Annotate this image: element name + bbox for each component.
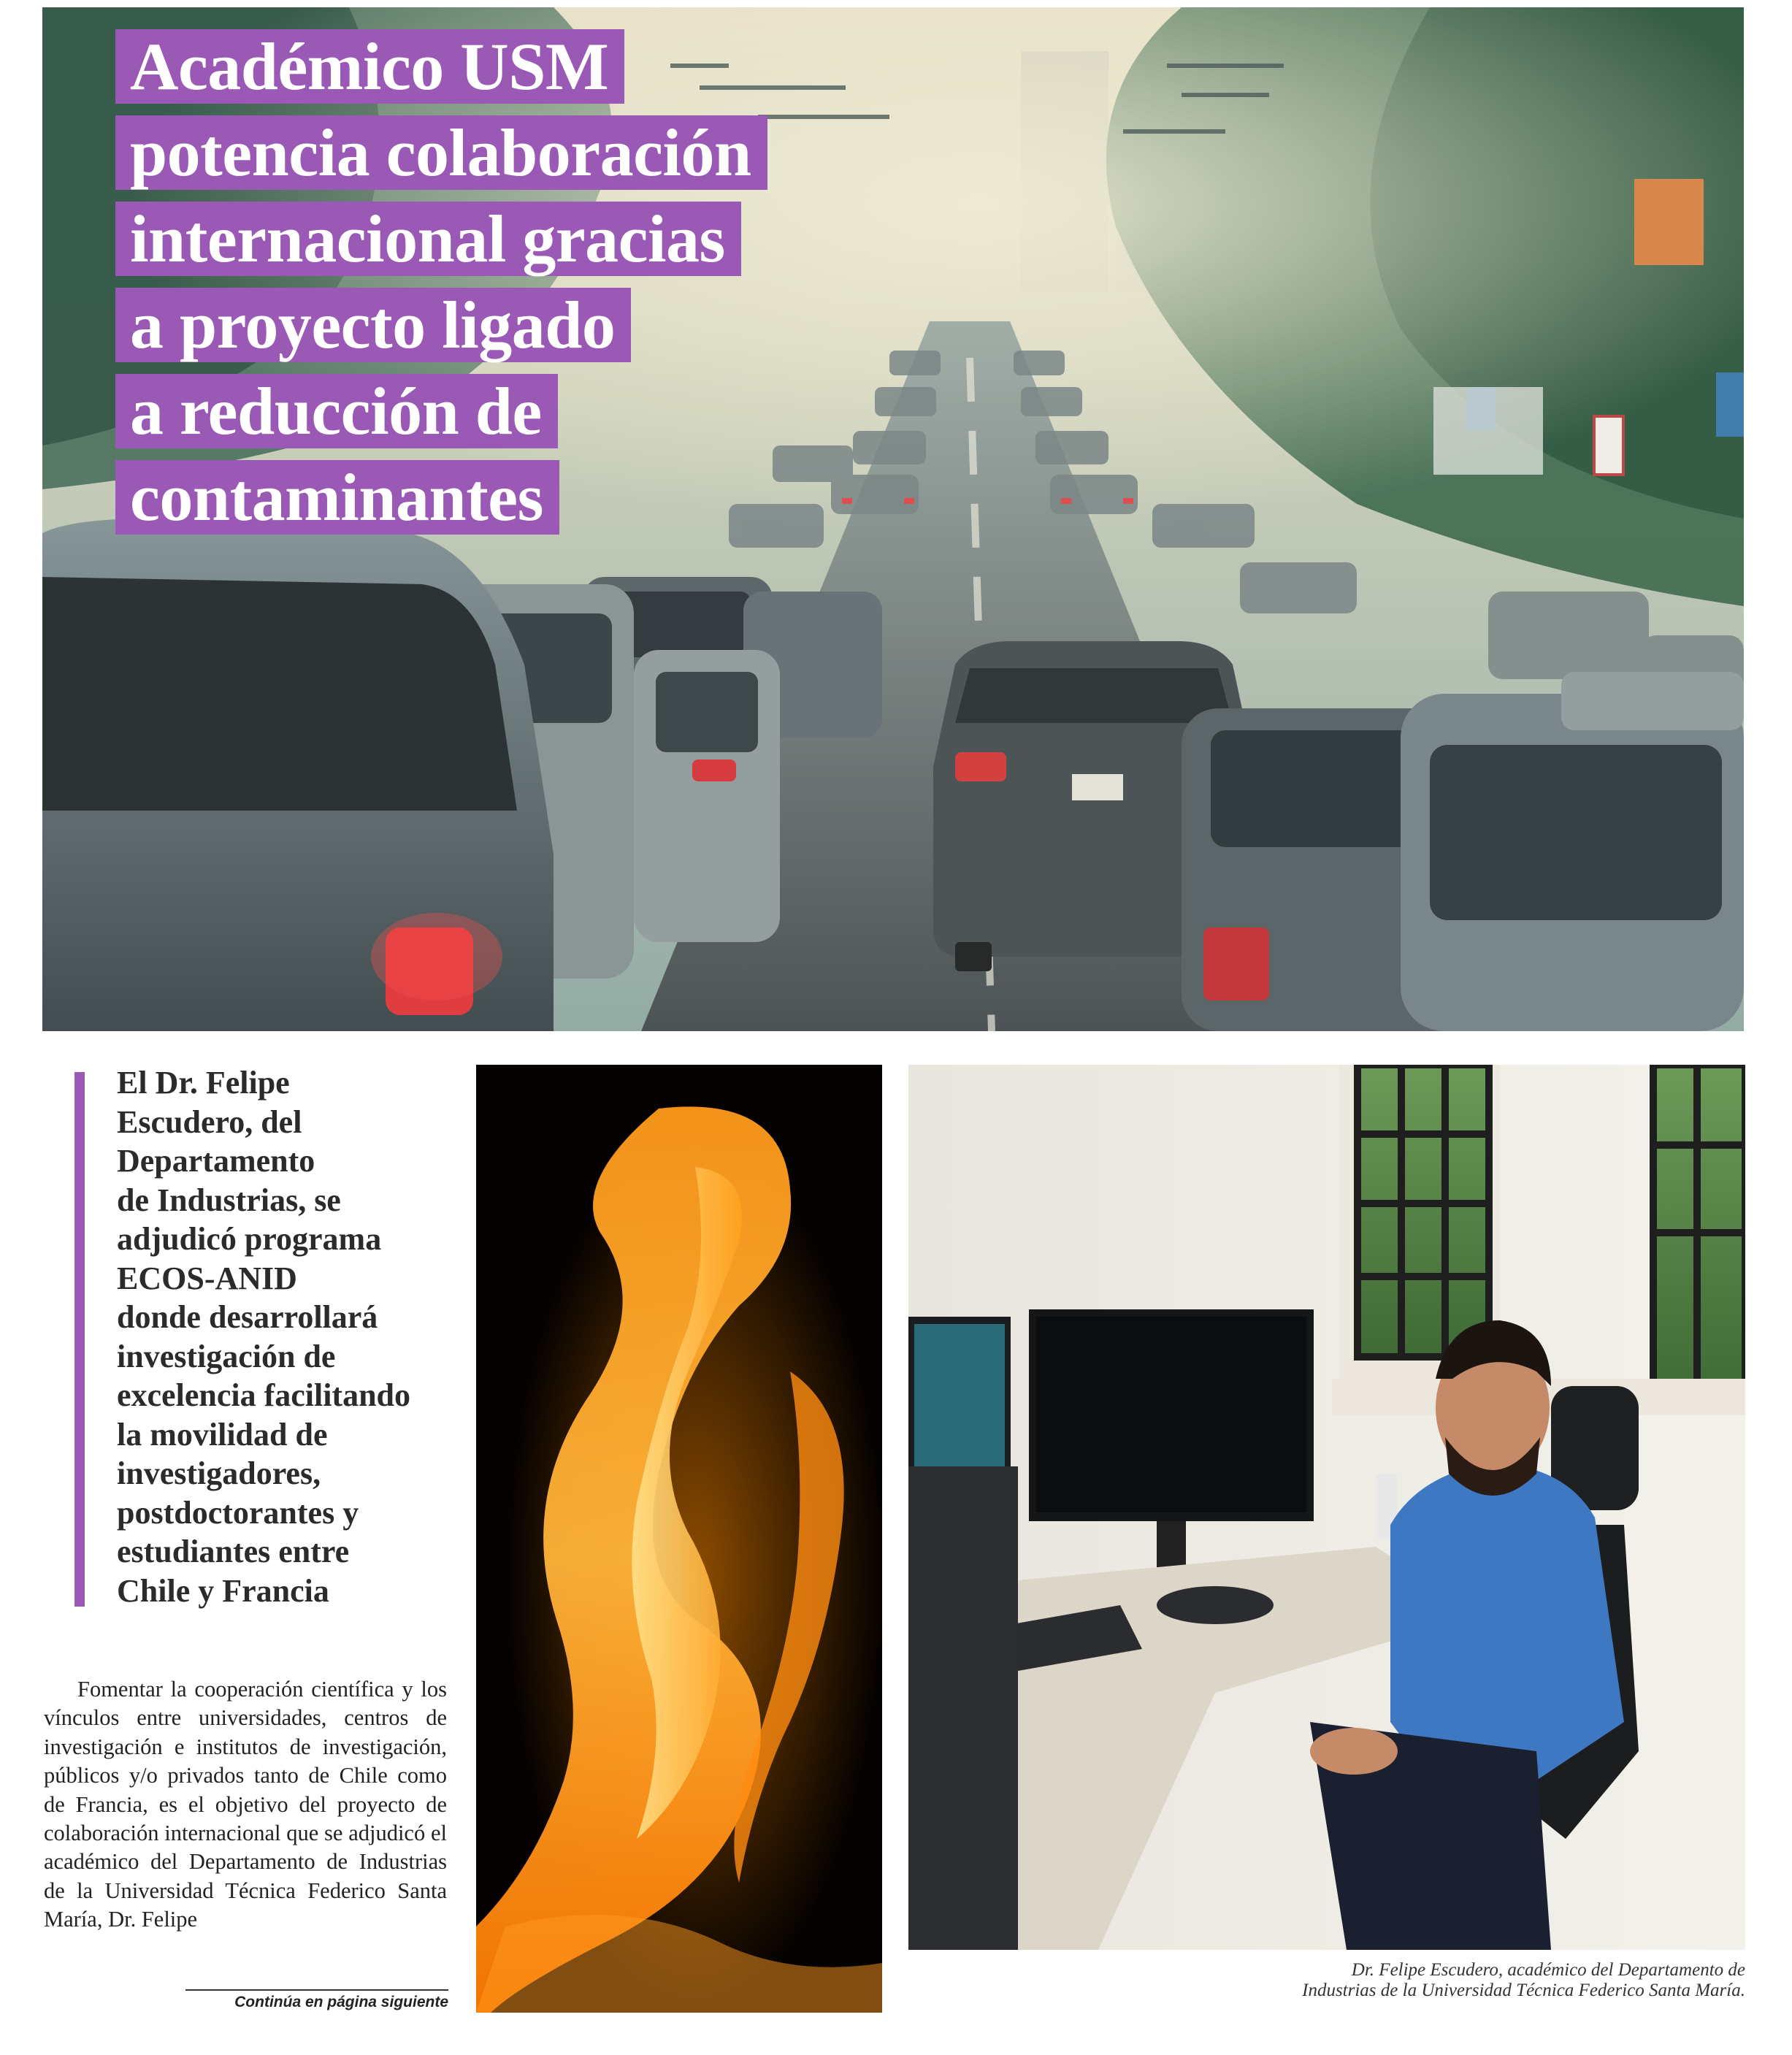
deck-line: de Industrias, se xyxy=(117,1182,341,1218)
deck-line: estudiantes entre xyxy=(117,1534,350,1569)
headline-line: a reducción de xyxy=(115,374,558,448)
deck-line: El Dr. Felipe xyxy=(117,1065,290,1101)
deck-line: ECOS-ANID xyxy=(117,1260,297,1296)
deck-line: donde desarrollará xyxy=(117,1299,378,1335)
caption-line: Dr. Felipe Escudero, académico del Departamento de xyxy=(1351,1960,1745,1980)
headline-line: internacional gracias xyxy=(115,202,741,276)
deck-line: la movilidad de xyxy=(117,1416,328,1453)
deck-line: Escudero, del xyxy=(117,1103,302,1140)
flame-photo xyxy=(476,1065,882,2013)
deck-accent-bar xyxy=(74,1072,85,1607)
deck-line: excelencia facilitando xyxy=(117,1377,411,1413)
deck-line: adjudicó programa xyxy=(117,1221,382,1257)
deck-line: investigación de xyxy=(117,1338,336,1374)
continue-link[interactable]: Continúa en página siguiente xyxy=(234,1994,448,2010)
caption-line: Industrias de la Universidad Técnica Federico Santa María. xyxy=(1302,1981,1745,2000)
headline-line: a proyecto ligado xyxy=(115,288,631,362)
article-deck xyxy=(117,1063,460,1610)
flame-illustration xyxy=(476,1065,882,2013)
deck-line: investigadores, xyxy=(117,1455,321,1491)
photo-caption xyxy=(1139,1960,1745,2001)
deck-line: postdoctorantes y xyxy=(117,1494,359,1531)
headline-line: Académico USM xyxy=(115,29,624,104)
deck-line: Chile y Francia xyxy=(117,1572,329,1609)
office-scene-illustration xyxy=(908,1065,1745,1950)
headline-line: contaminantes xyxy=(115,460,559,535)
headline-line: potencia colaboración xyxy=(115,115,767,190)
article-body-paragraph: Fomentar la cooperación científica y los vínculos entre universidades, centros de investigación e institutos de investigación, públicos y/o privados tanto de Chile como de Francia, es el objetivo del proyecto de colaboración internacional que se adjudicó el académico del Departamento de Industrias de la Universidad Técnica Federico Santa María, Dr. Felipe xyxy=(44,1677,447,1932)
deck-line: Departamento xyxy=(117,1143,315,1179)
continue-divider xyxy=(185,1989,448,1991)
headline xyxy=(115,29,773,546)
researcher-portrait-photo xyxy=(908,1065,1745,1950)
hero-traffic-photo xyxy=(42,7,1744,1031)
